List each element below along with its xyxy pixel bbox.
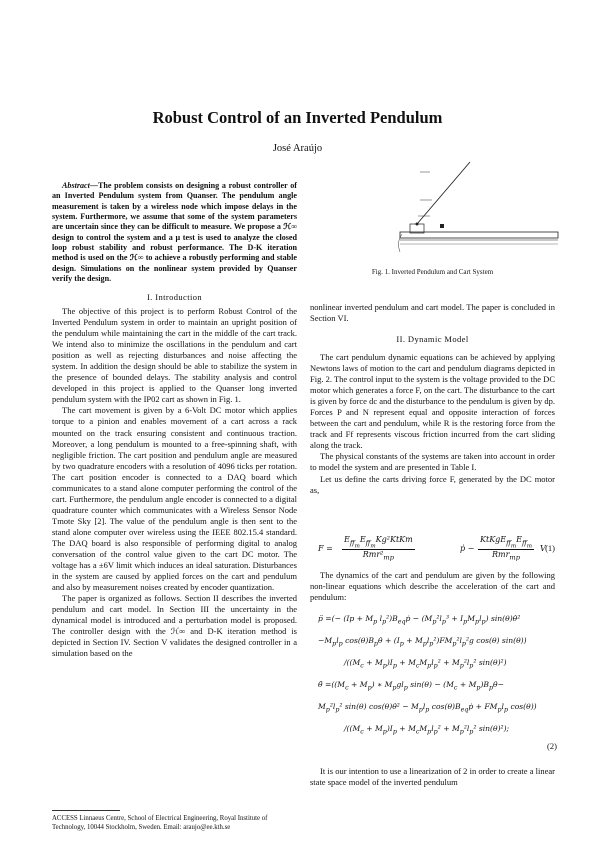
model-paragraph-1: The cart pendulum dynamic equations can be achieved by applying Newtons laws of motion to the cart and pendulum diagrams depicted in Fig. 2. The control input to the system is the voltage provided to the DC motor which generates a force F, on the cart. The disturbance to the cart is given by force dc and the disturbance to the pendulum is given by dp. Forces P and N represent equal and opposite interaction of forces between the cart and pendulum, while R is the restoring force from the track and Ff represents viscous friction incurred from the cart sliding along the track. bbox=[310, 352, 555, 451]
intro-paragraph-2: The cart movement is given by a 6-Volt DC motor which applies torque to a pinion and enables movement of a cart across a rack mounted on the track ensuring consistent and continuous traction. Moreover, a long pendulum is mounted to a free-spinning shaft, with negligible friction. The cart position and pendulum angle are measured by two quadrature encoders with a resolution of 4096 ticks per rotation. The cart position encoder is connected to a DAQ board which communicates to a stand alone computer performing the control of the cart. Furthermore, the pendulum angle encoder is connected to a digital quadrature counter which communicates with a Wireless Sensor Node Tmote Sky [2]. The value of the pendulum angle is then sent to the stand alone computer over wireless using the IEEE 802.15.4 standard. The DAQ board is also responsible of performing digital to analog conversation of the control value given to the cart DC motor. The voltage has a ±6V limit which induces an ideal saturation. Disturbances in the system are caused by applied forces on the cart and pendulum and also by measurement noises created by encoder quantization. bbox=[52, 405, 297, 593]
closing-paragraph: It is our intention to use a linearization of 2 in order to create a linear state space model of the inverted pendulum bbox=[310, 766, 555, 788]
right-column-top bbox=[310, 302, 555, 324]
footnote: ACCESS Linnaeus Centre, School of Electrical Engineering, Royal Institute of Technology, 10044 Stockholm, Sweden. Email: araujo@ee.kth.se bbox=[52, 815, 268, 831]
closing-text bbox=[310, 766, 555, 788]
abstract-text: —The problem consists on designing a robust controller of an Inverted Pendulum system from Quanser. The pendulum angle measurement is taken by a wireless node which impose delays in the system. Furthermore, we assume that some of the system parameters are uncertain since they can be difficult to measure. We propose a ℋ∞ design to control the system and a μ test is used to analyze the closed loop robust stability and robust performance. The D-K iteration method is used on the ℋ∞ to achieve a robustly performing and stable design. Simulations on the nonlinear system provided by Quanser verify the design. bbox=[52, 181, 297, 284]
equation-2: p̈ =(− ($Ip + M_p$ $l_p^2)B_{eq}ṗ - (M_p^2l_p^3 + I_pM_pl_p)$ sin(θ)θ̇² $-M_pl_p$ $\cos(\theta)B_p\thetȧ + (I_p + M_pl_p^2)FM_p^2l_p^2g$ cos(θ) sin(θ)) $/((M_c + M_p)I_p + M_cM_pl_p^2 + M_p^2l_p^2$ sin(θ)²) θ̈ $=((M_c + M_p)$ ∗ $M_pgl_p$ $\sin(\theta) - (M_c$ + $M_p)B_p\thetȧ-$ $M_p^2l_p^2$ sin(θ) cos(θ)θ̇² − $M_pl_p$ $\cos(\theta)B_{eq}ṗ + FM_pl_p$ cos(θ)) $/((M_c + M_p)I_p + M_cM_pl_p^2 + M_p^2l_p^2$ sin(θ)²); bbox=[318, 614, 537, 736]
abstract-label: Abstract bbox=[62, 181, 90, 190]
intro-continuation: nonlinear inverted pendulum and cart model. The paper is concluded in Section VI. bbox=[310, 302, 555, 324]
section-heading-introduction: I. Introduction bbox=[146, 292, 203, 302]
figure-caption: Fig. 1. Inverted Pendulum and Cart System bbox=[371, 268, 494, 276]
intro-paragraph-3: The paper is organized as follows. Section II describes the inverted pendulum and cart model. In Section III the uncertainty in the dynamical model is introduced and a perturbation model is proposed. The controller design with the ℋ∞ and D-K iteration method is depicted in Section IV. Section V validates the designed controller in a simulation based on the bbox=[52, 593, 297, 659]
equation-1: F = $E_{ff_m}E_{ff_m}Kg^2KtKm$ $Rmr^2_{mp}$ ṗ − $KtKgE_{ff_m}E_{ff_m}$ Rmr$_{mp}$ V (1) bbox=[318, 535, 555, 562]
paper-title: Robust Control of an Inverted Pendulum bbox=[152, 108, 443, 127]
author-name: José Araújo bbox=[272, 143, 323, 154]
equation-2-number: (2) bbox=[547, 741, 557, 751]
section-heading-dynamic-model: II. Dynamic Model bbox=[396, 334, 469, 344]
model-paragraph-2: The physical constants of the systems are taken into account in order to model the system and are presented in Table I. bbox=[310, 451, 555, 473]
equation-1-number: (1) bbox=[545, 543, 555, 553]
figure-pendulum-image bbox=[380, 160, 560, 260]
footnote-rule bbox=[52, 810, 120, 811]
dynamics-intro: The dynamics of the cart and pendulum are given by the following non-linear equations which describe the acceleration of the cart and pendulum: bbox=[310, 570, 555, 603]
dynamic-model-body bbox=[310, 352, 555, 496]
intro-paragraph-1: The objective of this project is to perform Robust Control of the Inverted Pendulum system in order to maintain an upright position of the pendulum while maintaining the cart in the middle of the cart track. We intend also to minimize the oscillations in the pendulum and cart position as well as rejecting disturbances and noise affecting the system. In addition the design should be able to stabilize the system in the presence of bounded delays. The stability analysis and control developed in this project is applied to the Quanser long inverted pendulum system with the IP02 cart as shown in Fig. 1. bbox=[52, 306, 297, 405]
abstract bbox=[52, 181, 297, 284]
introduction-body bbox=[52, 306, 297, 660]
model-paragraph-3: Let us define the carts driving force F, generated by the DC motor as, bbox=[310, 473, 555, 495]
after-equation-1 bbox=[310, 570, 555, 603]
